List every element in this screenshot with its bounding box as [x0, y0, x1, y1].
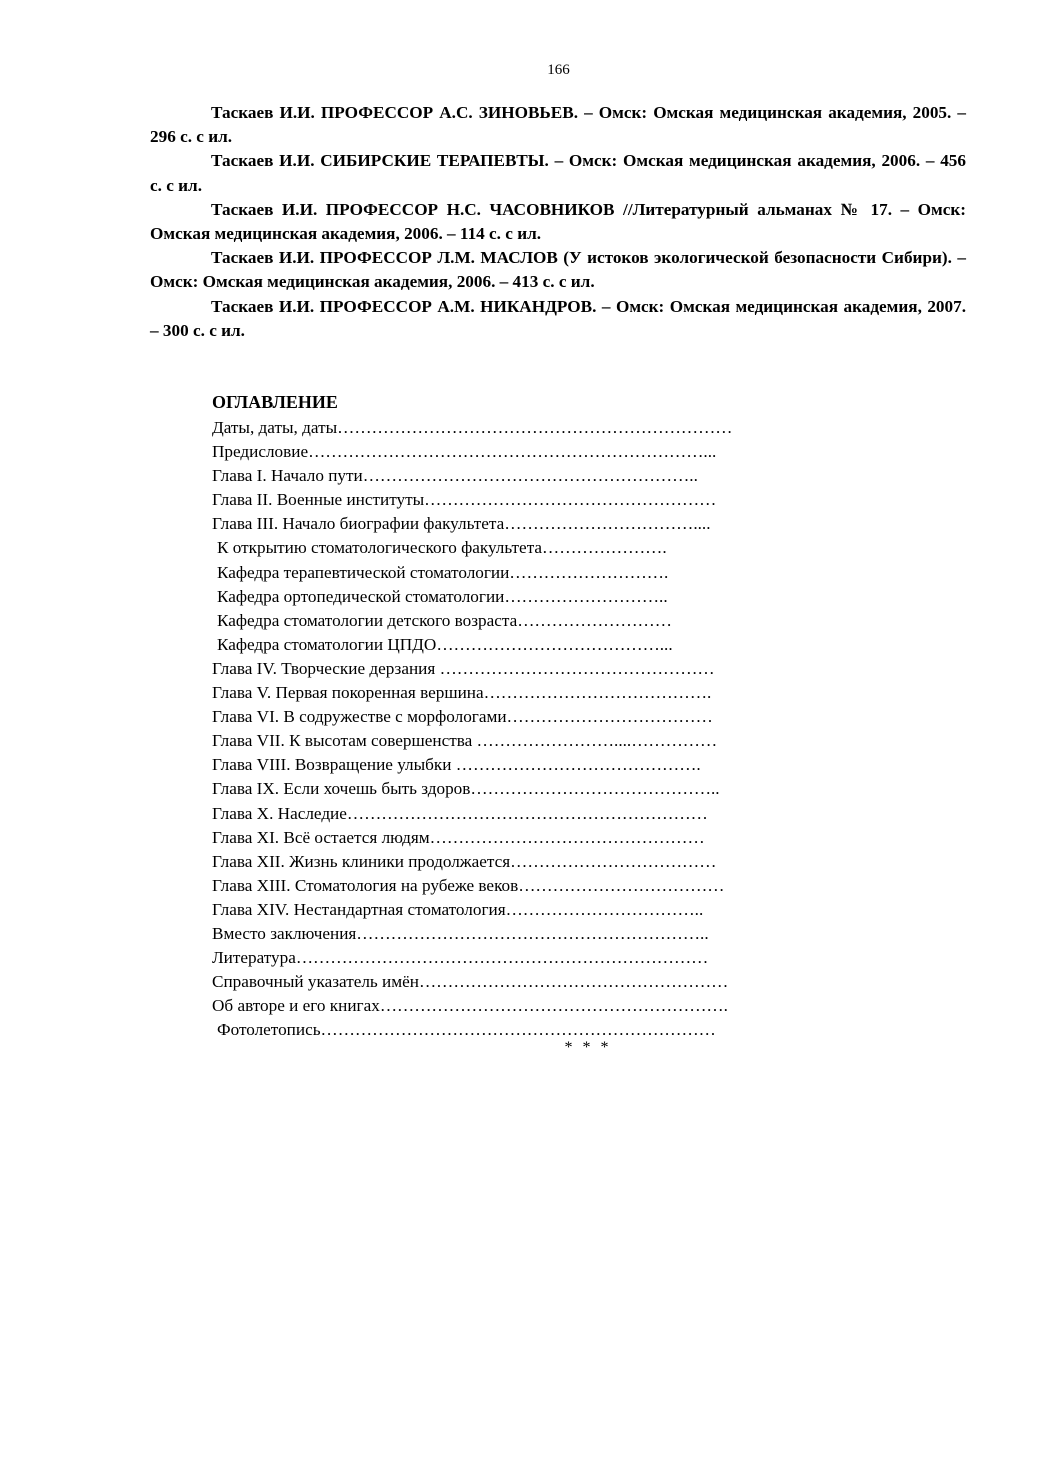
bibliography-entry-lead: Таскаев И.И. ПРОФЕССОР Л.М. МАСЛОВ (У истоков экологической	[211, 248, 769, 268]
bibliography-entry-lead: Таскаев И.И. ПРОФЕССОР Н.С. ЧАСОВНИКОВ //Литературный альманах	[211, 199, 832, 219]
toc-item: Кафедра терапевтической стоматологии……………………….	[217, 562, 669, 582]
toc-item: Глава III. Начало биографии факультета……………………………....	[212, 514, 711, 534]
toc-item: Кафедра ортопедической стоматологии………………………..	[217, 586, 668, 606]
toc-item: Даты, даты, даты……………………………………………………………	[212, 418, 733, 437]
toc-item: Глава XII. Жизнь клиники продолжается………………………………	[212, 851, 717, 871]
toc-item: Предисловие……………………………………………………………...	[212, 442, 717, 462]
toc-item: Глава VI. В содружестве с морфологами………………………………	[212, 707, 713, 727]
bibliography-entry-rest: безопасности Сибири). – Омск: Омская медицинская академия, 2006. – 413 с. с ил.	[150, 248, 966, 292]
toc-item: Об авторе и его книгах…………………………………………………….	[212, 996, 728, 1016]
toc-item: Глава VII. К высотам совершенства ……………………....……………	[212, 731, 718, 751]
table-of-contents	[212, 416, 852, 1042]
toc-item: Справочный указатель имён………………………………………………	[212, 972, 729, 992]
toc-item: Вместо заключения……………………………………………………..	[212, 923, 709, 943]
toc-item: Глава IV. Творческие дерзания …………………………………………	[212, 658, 715, 678]
toc-item: Глава XI. Всё остается людям…………………………………………	[212, 827, 705, 847]
toc-item: Глава XIII. Стоматология на рубеже веков………………………………	[212, 875, 725, 895]
page-number: 166	[547, 62, 570, 78]
bibliography-entry-lead: Таскаев И.И. ПРОФЕССОР А.С. ЗИНОВЬЕВ. – Омск: Омская медицинская	[211, 103, 823, 122]
toc-item: Фотолетопись……………………………………………………………	[217, 1020, 716, 1040]
toc-item: Глава XIV. Нестандартная стоматология……………………………..	[212, 899, 704, 919]
toc-item: Глава IX. Если хочешь быть здоров……………………………………..	[212, 779, 720, 799]
bibliography-entry-lead: Таскаев И.И. ПРОФЕССОР А.М. НИКАНДРОВ. – Омск: Омская медицинская	[211, 296, 839, 316]
toc-item: К открытию стоматологического факультета………………….	[217, 538, 667, 558]
toc-item: Глава V. Первая покоренная вершина………………………………….	[212, 683, 712, 703]
bibliography-entry	[150, 198, 966, 246]
toc-item: Кафедра стоматологии ЦПДО…………………………………...	[217, 634, 673, 654]
bibliography-entry	[150, 149, 966, 197]
bibliography-entry-rest: академия, 2006. – 456 с. с ил.	[150, 151, 966, 195]
toc-item: Глава I. Начало пути…………………………………………………..	[212, 466, 698, 486]
toc-heading: ОГЛАВЛЕНИЕ	[212, 392, 338, 412]
end-mark: * * *	[564, 1039, 612, 1056]
bibliography-entry-lead: Таскаев И.И. СИБИРСКИЕ ТЕРАПЕВТЫ. – Омск: Омская медицинская	[211, 151, 792, 171]
bibliography-entry	[150, 295, 966, 343]
bibliography-entry-rest: академия, 2005. – 296 с. с ил.	[150, 103, 967, 147]
bibliography-entry-rest: № 17. – Омск: Омская медицинская академия, 2006. – 114 с. с ил.	[150, 199, 967, 244]
bibliography-entry-rest: академия, 2007. – 300 с. с ил.	[150, 296, 967, 340]
bibliography-entry	[150, 246, 966, 294]
bibliography-list	[150, 101, 966, 343]
toc-item: Глава X. Наследие………………………………………………………	[212, 803, 708, 823]
toc-item: Литература………………………………………………………………	[212, 948, 709, 968]
toc-item: Кафедра стоматологии детского возраста………………………	[217, 610, 672, 630]
toc-item: Глава VIII. Возвращение улыбки …………………………………….	[212, 755, 701, 775]
toc-item: Глава II. Военные институты……………………………………………	[212, 490, 717, 510]
bibliography-entry	[150, 101, 966, 149]
